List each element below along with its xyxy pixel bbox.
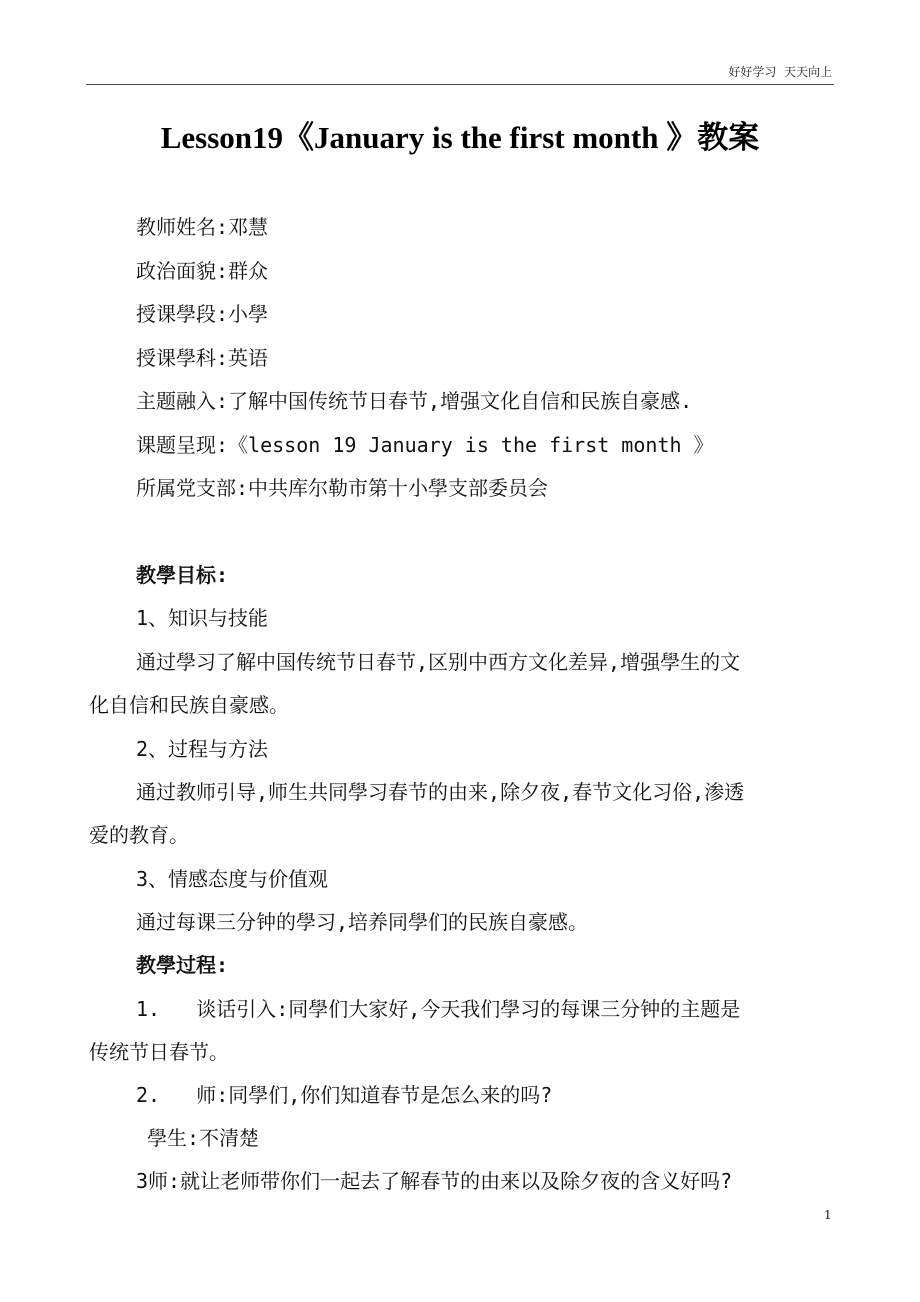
process-step-2-line2: 學生:不清楚	[147, 1126, 260, 1150]
info-branch: 所属党支部:中共库尔勒市第十小學支部委员会	[136, 476, 549, 500]
objective-1-text-line1: 通过學习了解中国传统节日春节,区别中西方文化差异,增强學生的文	[136, 650, 741, 674]
objective-2-title: 2、过程与方法	[136, 737, 269, 761]
page-number: 1	[824, 1208, 832, 1222]
objective-3-title: 3、情感态度与价值观	[136, 867, 329, 891]
header-divider	[86, 84, 834, 85]
process-step-1-line2: 传统节日春节。	[89, 1040, 229, 1064]
process-heading: 教學过程:	[136, 953, 229, 977]
process-step-3-line1: 3师:就让老师带你们一起去了解春节的由来以及除夕夜的含义好吗?	[136, 1169, 733, 1193]
document-title: Lesson19《January is the first month 》教案	[160, 120, 760, 155]
objective-2-text-line1: 通过教师引导,师生共同學习春节的由来,除夕夜,春节文化习俗,渗透	[136, 780, 745, 804]
info-teacher: 教师姓名:邓慧	[136, 215, 269, 239]
objective-2-text-line2: 爱的教育。	[89, 823, 189, 847]
header-slogan: 好好学习 天天向上	[728, 65, 832, 79]
process-step-1-line1: 1. 谈话引入:同學们大家好,今天我们學习的每课三分钟的主题是	[136, 997, 741, 1021]
objective-3-text-line1: 通过每课三分钟的學习,培养同學们的民族自豪感。	[136, 910, 589, 934]
objective-1-title: 1、知识与技能	[136, 606, 269, 630]
info-political-status: 政治面貌:群众	[136, 259, 269, 283]
objectives-heading: 教學目标:	[136, 563, 229, 587]
process-step-2-line1: 2. 师:同學们,你们知道春节是怎么来的吗?	[136, 1083, 553, 1107]
objective-1-text-line2: 化自信和民族自豪感。	[89, 693, 289, 717]
info-subject: 授课學科:英语	[136, 346, 269, 370]
info-theme: 主题融入:了解中国传统节日春节,增强文化自信和民族自豪感.	[136, 389, 693, 413]
info-stage: 授课學段:小學	[136, 302, 269, 326]
info-topic: 课题呈现:《lesson 19 January is the first month 》	[136, 433, 714, 457]
